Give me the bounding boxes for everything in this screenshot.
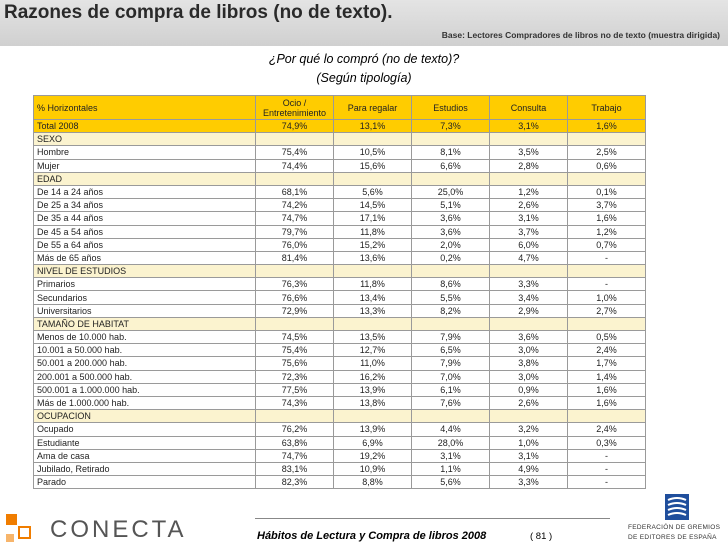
- table-cell: 0,7%: [568, 238, 646, 251]
- table-cell: 77,5%: [256, 383, 334, 396]
- table-row: [34, 238, 646, 251]
- table-cell: 68,1%: [256, 185, 334, 198]
- table-cell: 16,2%: [334, 370, 412, 383]
- page-title: Razones de compra de libros (no de texto).: [4, 2, 393, 23]
- table-cell: 75,4%: [256, 146, 334, 159]
- table-cell: 74,7%: [256, 449, 334, 462]
- row-label: SEXO: [34, 133, 256, 146]
- table-cell: [568, 317, 646, 330]
- table-cell: [490, 133, 568, 146]
- table-cell: 5,6%: [412, 476, 490, 489]
- table-cell: 3,7%: [568, 199, 646, 212]
- table-cell: 3,7%: [490, 225, 568, 238]
- table-cell: 11,8%: [334, 225, 412, 238]
- row-label: OCUPACION: [34, 410, 256, 423]
- table-cell: 6,0%: [490, 238, 568, 251]
- table-cell: 0,1%: [568, 185, 646, 198]
- row-label: EDAD: [34, 172, 256, 185]
- row-label: Más de 1.000.000 hab.: [34, 396, 256, 409]
- table-cell: 3,8%: [490, 357, 568, 370]
- table-cell: 83,1%: [256, 462, 334, 475]
- table-row: [34, 159, 646, 172]
- table-cell: 74,9%: [256, 120, 334, 133]
- table-section-row: [34, 265, 646, 278]
- header-cell: Ocio / Entretenimiento: [256, 96, 334, 120]
- table-row: [34, 146, 646, 159]
- row-label: Ama de casa: [34, 449, 256, 462]
- table-cell: -: [568, 462, 646, 475]
- table-row: [34, 199, 646, 212]
- row-label: De 45 a 54 años: [34, 225, 256, 238]
- header-cell: Estudios: [412, 96, 490, 120]
- table-cell: 7,9%: [412, 357, 490, 370]
- table-cell: 3,3%: [490, 278, 568, 291]
- table-cell: 1,2%: [490, 185, 568, 198]
- row-label: Total 2008: [34, 120, 256, 133]
- table-cell: 15,2%: [334, 238, 412, 251]
- table-cell: 13,6%: [334, 251, 412, 264]
- table-row: [34, 251, 646, 264]
- table-cell: 12,7%: [334, 344, 412, 357]
- row-label: Parado: [34, 476, 256, 489]
- table-cell: 3,6%: [490, 331, 568, 344]
- table-cell: 6,9%: [334, 436, 412, 449]
- row-label: Menos de 10.000 hab.: [34, 331, 256, 344]
- table-cell: 2,7%: [568, 304, 646, 317]
- row-label: Secundarios: [34, 291, 256, 304]
- table-cell: 13,4%: [334, 291, 412, 304]
- table-row: [34, 185, 646, 198]
- table-cell: [412, 172, 490, 185]
- federation-name-line2: DE EDITORES DE ESPAÑA: [628, 534, 717, 541]
- table-cell: [256, 265, 334, 278]
- table-cell: 2,5%: [568, 146, 646, 159]
- table-cell: 4,9%: [490, 462, 568, 475]
- table-cell: 81,4%: [256, 251, 334, 264]
- table-cell: 75,4%: [256, 344, 334, 357]
- table-cell: 11,8%: [334, 278, 412, 291]
- table-cell: 74,3%: [256, 396, 334, 409]
- table-row: [34, 370, 646, 383]
- sample-base-note: Base: Lectores Compradores de libros no de texto (muestra dirigida): [441, 30, 720, 40]
- table-cell: 75,6%: [256, 357, 334, 370]
- table-cell: -: [568, 278, 646, 291]
- table-cell: 1,0%: [568, 291, 646, 304]
- conecta-logo-text: CONECTA: [50, 516, 187, 543]
- table-cell: 76,6%: [256, 291, 334, 304]
- table-cell: [568, 410, 646, 423]
- table-cell: 13,8%: [334, 396, 412, 409]
- table-cell: 3,6%: [412, 212, 490, 225]
- table-cell: 3,1%: [490, 120, 568, 133]
- title-bar: [0, 0, 728, 46]
- table-cell: 82,3%: [256, 476, 334, 489]
- table-cell: [334, 133, 412, 146]
- table-cell: 2,6%: [490, 396, 568, 409]
- table-cell: 2,4%: [568, 423, 646, 436]
- table-cell: 19,2%: [334, 449, 412, 462]
- table-cell: [490, 410, 568, 423]
- table-cell: [412, 317, 490, 330]
- header-cell: Trabajo: [568, 96, 646, 120]
- table-row: [34, 278, 646, 291]
- table-cell: 5,1%: [412, 199, 490, 212]
- table-cell: [334, 410, 412, 423]
- row-label: De 35 a 44 años: [34, 212, 256, 225]
- table-row: [34, 383, 646, 396]
- table-total-row: [34, 120, 646, 133]
- footer-divider: [255, 518, 610, 519]
- data-table: [33, 95, 646, 489]
- table-cell: [568, 172, 646, 185]
- table-cell: 5,6%: [334, 185, 412, 198]
- table-cell: 10,9%: [334, 462, 412, 475]
- table-cell: 11,0%: [334, 357, 412, 370]
- row-label: De 55 a 64 años: [34, 238, 256, 251]
- table-cell: [256, 317, 334, 330]
- table-cell: 74,2%: [256, 199, 334, 212]
- table-cell: [334, 317, 412, 330]
- header-cell: % Horizontales: [34, 96, 256, 120]
- table-row: [34, 476, 646, 489]
- table-cell: 3,4%: [490, 291, 568, 304]
- table-cell: 4,4%: [412, 423, 490, 436]
- table-cell: [412, 410, 490, 423]
- table-cell: 0,6%: [568, 159, 646, 172]
- table-cell: 0,2%: [412, 251, 490, 264]
- table-cell: 7,9%: [412, 331, 490, 344]
- row-label: 50.001 a 200.000 hab.: [34, 357, 256, 370]
- table-cell: 13,1%: [334, 120, 412, 133]
- table-cell: 2,9%: [490, 304, 568, 317]
- table-cell: 3,1%: [490, 212, 568, 225]
- table-row: [34, 212, 646, 225]
- table-cell: [334, 172, 412, 185]
- table-cell: 6,5%: [412, 344, 490, 357]
- table-cell: 76,0%: [256, 238, 334, 251]
- table-cell: [256, 133, 334, 146]
- table-cell: 6,1%: [412, 383, 490, 396]
- footer-title: Hábitos de Lectura y Compra de libros 2008: [257, 530, 487, 542]
- table-cell: 13,5%: [334, 331, 412, 344]
- row-label: Universitarios: [34, 304, 256, 317]
- table-cell: 76,3%: [256, 278, 334, 291]
- table-cell: [568, 265, 646, 278]
- table-cell: 74,7%: [256, 212, 334, 225]
- row-label: Más de 65 años: [34, 251, 256, 264]
- table-row: [34, 225, 646, 238]
- federation-name-line1: FEDERACIÓN DE GREMIOS: [628, 524, 721, 531]
- table-row: [34, 396, 646, 409]
- table-cell: 1,6%: [568, 120, 646, 133]
- table-cell: 2,4%: [568, 344, 646, 357]
- table-cell: 5,5%: [412, 291, 490, 304]
- table-row: [34, 436, 646, 449]
- table-cell: 13,9%: [334, 383, 412, 396]
- page-number: ( 81 ): [530, 531, 553, 542]
- table-row: [34, 291, 646, 304]
- table-section-row: [34, 133, 646, 146]
- row-label: Primarios: [34, 278, 256, 291]
- table-cell: [490, 265, 568, 278]
- table-cell: 3,5%: [490, 146, 568, 159]
- table-cell: 2,0%: [412, 238, 490, 251]
- conecta-logo-icon: [4, 512, 42, 546]
- table-cell: [256, 410, 334, 423]
- table-body: [34, 120, 646, 489]
- table-cell: 7,3%: [412, 120, 490, 133]
- table-cell: 15,6%: [334, 159, 412, 172]
- table-row: [34, 331, 646, 344]
- table-section-row: [34, 172, 646, 185]
- table-cell: 3,0%: [490, 344, 568, 357]
- table-cell: [490, 172, 568, 185]
- table-cell: 3,3%: [490, 476, 568, 489]
- table-cell: 1,0%: [490, 436, 568, 449]
- table-cell: 0,5%: [568, 331, 646, 344]
- row-label: 10.001 a 50.000 hab.: [34, 344, 256, 357]
- table-cell: 7,6%: [412, 396, 490, 409]
- header-cell: Consulta: [490, 96, 568, 120]
- table-cell: 2,8%: [490, 159, 568, 172]
- table-cell: 0,9%: [490, 383, 568, 396]
- question-title: ¿Por qué lo compró (no de texto)?: [268, 52, 460, 66]
- table-cell: 8,1%: [412, 146, 490, 159]
- table-cell: [334, 265, 412, 278]
- table-cell: -: [568, 251, 646, 264]
- row-label: 500.001 a 1.000.000 hab.: [34, 383, 256, 396]
- federation-logo-icon: [665, 494, 689, 520]
- table-cell: 1,2%: [568, 225, 646, 238]
- table-cell: 72,3%: [256, 370, 334, 383]
- table-row: [34, 357, 646, 370]
- table-cell: 2,6%: [490, 199, 568, 212]
- table-row: [34, 449, 646, 462]
- table-cell: 17,1%: [334, 212, 412, 225]
- table-cell: 74,5%: [256, 331, 334, 344]
- table-row: [34, 344, 646, 357]
- row-label: NIVEL DE ESTUDIOS: [34, 265, 256, 278]
- table-cell: 8,2%: [412, 304, 490, 317]
- table-section-row: [34, 317, 646, 330]
- table-cell: -: [568, 449, 646, 462]
- table-cell: 13,9%: [334, 423, 412, 436]
- table-cell: 3,0%: [490, 370, 568, 383]
- question-subtitle: (Según tipología): [316, 71, 412, 85]
- table-cell: 3,1%: [490, 449, 568, 462]
- table-cell: -: [568, 476, 646, 489]
- table-cell: 7,0%: [412, 370, 490, 383]
- table-cell: 1,6%: [568, 212, 646, 225]
- table-cell: [412, 133, 490, 146]
- table-cell: 8,8%: [334, 476, 412, 489]
- row-label: 200.001 a 500.000 hab.: [34, 370, 256, 383]
- table-cell: 4,7%: [490, 251, 568, 264]
- table-cell: 3,2%: [490, 423, 568, 436]
- table-cell: 74,4%: [256, 159, 334, 172]
- table-cell: 3,1%: [412, 449, 490, 462]
- table-cell: 1,4%: [568, 370, 646, 383]
- table-cell: [412, 265, 490, 278]
- table-row: [34, 304, 646, 317]
- table-cell: 1,7%: [568, 357, 646, 370]
- table-cell: 28,0%: [412, 436, 490, 449]
- row-label: Hombre: [34, 146, 256, 159]
- row-label: De 14 a 24 años: [34, 185, 256, 198]
- table-cell: 14,5%: [334, 199, 412, 212]
- table-cell: 1,6%: [568, 396, 646, 409]
- table-cell: 3,6%: [412, 225, 490, 238]
- table-cell: 0,3%: [568, 436, 646, 449]
- table-cell: 79,7%: [256, 225, 334, 238]
- table-cell: [256, 172, 334, 185]
- row-label: Estudiante: [34, 436, 256, 449]
- table-cell: 13,3%: [334, 304, 412, 317]
- table-cell: 8,6%: [412, 278, 490, 291]
- row-label: TAMAÑO DE HABITAT: [34, 317, 256, 330]
- header-cell: Para regalar: [334, 96, 412, 120]
- table-cell: 6,6%: [412, 159, 490, 172]
- table-cell: 63,8%: [256, 436, 334, 449]
- table-row: [34, 462, 646, 475]
- row-label: Mujer: [34, 159, 256, 172]
- row-label: Jubilado, Retirado: [34, 462, 256, 475]
- table-cell: [490, 317, 568, 330]
- table-cell: 72,9%: [256, 304, 334, 317]
- table-header-row: [34, 96, 646, 120]
- table-cell: 10,5%: [334, 146, 412, 159]
- table-row: [34, 423, 646, 436]
- table-cell: 1,6%: [568, 383, 646, 396]
- table-cell: [568, 133, 646, 146]
- table-cell: 76,2%: [256, 423, 334, 436]
- table-section-row: [34, 410, 646, 423]
- table-cell: 25,0%: [412, 185, 490, 198]
- row-label: Ocupado: [34, 423, 256, 436]
- row-label: De 25 a 34 años: [34, 199, 256, 212]
- table-cell: 1,1%: [412, 462, 490, 475]
